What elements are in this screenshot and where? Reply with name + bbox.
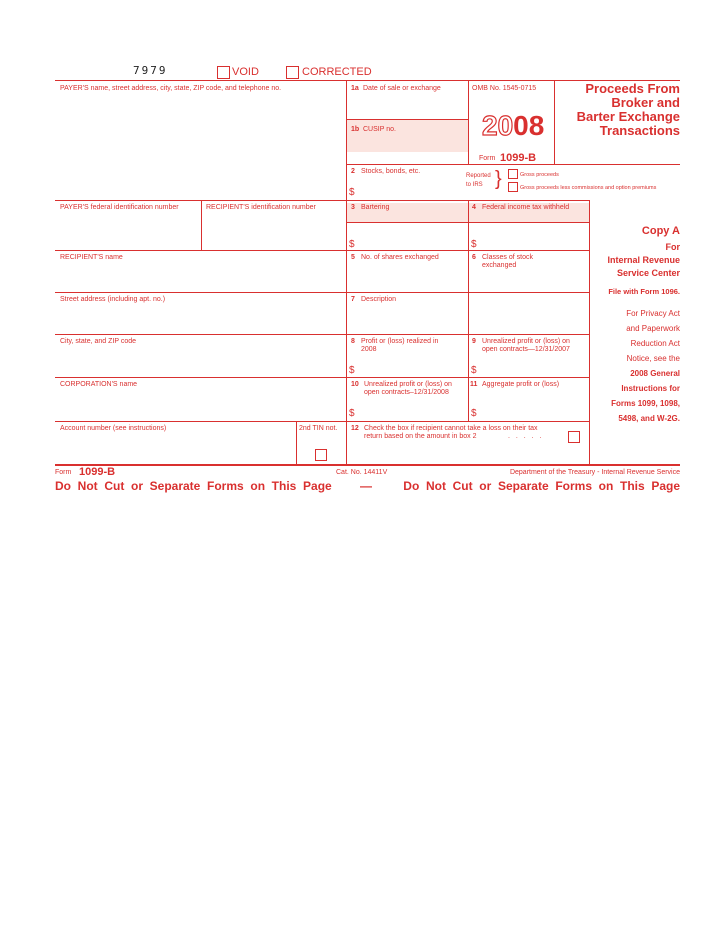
rule-v-omb [468, 80, 469, 164]
rule-1b [346, 164, 680, 165]
payer-name-label: PAYER'S name, street address, city, state, ZIP code, and telephone no. [60, 85, 282, 92]
gross-proceeds-checkbox[interactable] [508, 169, 518, 179]
box12-dots: . . . . . [508, 433, 544, 440]
box10-label-line1: Unrealized profit or (loss) on [364, 381, 452, 388]
recipient-id-label: RECIPIENT'S identification number [206, 204, 316, 211]
rule-v-year [554, 80, 555, 164]
void-label: VOID [232, 66, 259, 78]
box12-label-line1: Check the box if recipient cannot take a loss on their tax [364, 425, 538, 432]
box4-label: Federal income tax withheld [482, 204, 570, 211]
do-not-cut-right: Do Not Cut or Separate Forms on This Page [403, 479, 680, 493]
privacy-line1: For Privacy Act [626, 309, 680, 318]
box1b-number: 1b [351, 126, 360, 133]
rule-ids [55, 200, 589, 201]
form-word: Form [479, 155, 496, 162]
box11-label: Aggregate profit or (loss) [482, 381, 560, 388]
title-line3: Barter Exchange [576, 109, 680, 124]
account-number-label: Account number (see instructions) [60, 425, 167, 432]
rule-account [55, 421, 589, 422]
rule-corp [55, 377, 589, 378]
box1b-label: CUSIP no. [363, 126, 396, 133]
tax-year [482, 110, 544, 142]
box11-number: 11 [470, 381, 478, 388]
box12-number: 12 [351, 425, 359, 432]
instructions-line4: 5498, and W-2G. [618, 414, 680, 423]
void-checkbox[interactable] [217, 66, 230, 79]
privacy-line4: Notice, see the [626, 354, 680, 363]
file-with-1096: File with Form 1096. [608, 287, 680, 296]
reported-line2: to IRS [466, 182, 483, 188]
omb-number: OMB No. 1545-0715 [472, 85, 537, 92]
privacy-notice [611, 306, 680, 426]
rule-v-main [346, 80, 347, 464]
gross-net-label: Gross proceeds less commissions and option premiums [520, 185, 657, 191]
privacy-line2: and Paperwork [626, 324, 680, 333]
box9-number: 9 [472, 338, 476, 345]
box10-label-line2: open contracts–12/31/2008 [364, 389, 449, 396]
gross-net-checkbox[interactable] [508, 182, 518, 192]
box10-number: 10 [351, 381, 359, 388]
box2-label: Stocks, bonds, etc. [361, 168, 421, 175]
rule-1a [346, 119, 468, 120]
corrected-label: CORRECTED [302, 66, 372, 78]
gross-proceeds-label: Gross proceeds [520, 172, 559, 178]
reported-brace: } [495, 168, 502, 190]
box4-number: 4 [472, 204, 476, 211]
instructions-line2: Instructions for [621, 384, 680, 393]
rule-bottom [55, 464, 680, 466]
copy-irs-line2: Service Center [616, 268, 680, 278]
footer-form-word: Form [55, 469, 72, 476]
title-line1: Proceeds From [585, 81, 680, 96]
box8-currency: $ [349, 365, 355, 376]
rule-recipient [55, 250, 589, 251]
instructions-line1: 2008 General [630, 369, 680, 378]
copy-for: For [665, 242, 680, 252]
box8-label-line2: 2008 [361, 346, 377, 353]
box3-currency: $ [349, 239, 355, 250]
catalog-number: Cat. No. 14411V [336, 469, 388, 476]
box1a-number: 1a [351, 85, 359, 92]
box2-number: 2 [351, 168, 355, 175]
box5-number: 5 [351, 254, 355, 261]
box6-label-line2: exchanged [482, 262, 517, 269]
recipient-name-label: RECIPIENT'S name [60, 254, 123, 261]
rule-v-ids [201, 200, 202, 250]
tax-year-prefix: 20 [482, 110, 514, 141]
instructions-line3: Forms 1099, 1098, [611, 399, 680, 408]
street-label: Street address (including apt. no.) [60, 296, 166, 303]
box1b-shade [346, 119, 468, 152]
box12-label-line2: return based on the amount in box 2 [364, 433, 477, 440]
box10-currency: $ [349, 408, 355, 419]
corporation-name-label: CORPORATION'S name [60, 381, 138, 388]
title-line2: Broker and [611, 95, 680, 110]
tax-year-suffix: 08 [513, 110, 545, 141]
treasury-department: Department of the Treasury - Internal Revenue Service [509, 469, 680, 476]
footer-form-number: 1099-B [79, 466, 116, 478]
form-title [577, 82, 680, 138]
rule-city [55, 334, 589, 335]
box12-checkbox[interactable] [568, 431, 580, 443]
do-not-cut-left: Do Not Cut or Separate Forms on This Page [55, 479, 332, 493]
rule-v-copy [589, 200, 590, 464]
second-tin-checkbox[interactable] [315, 449, 327, 461]
box9-label-line1: Unrealized profit or (loss) on [482, 338, 570, 345]
privacy-line3: Reduction Act [630, 339, 680, 348]
city-label: City, state, and ZIP code [60, 338, 137, 345]
form-code: 7979 [133, 64, 168, 77]
box9-currency: $ [471, 365, 477, 376]
box11-currency: $ [471, 408, 477, 419]
box1a-label: Date of sale or exchange [363, 85, 441, 92]
corrected-checkbox[interactable] [286, 66, 299, 79]
box3-label: Bartering [361, 204, 390, 211]
rule-street [55, 292, 589, 293]
payer-fed-id-label: PAYER'S federal identification number [60, 204, 179, 211]
box5-label: No. of shares exchanged [361, 254, 439, 261]
box3-number: 3 [351, 204, 355, 211]
box7-label: Description [361, 296, 397, 303]
box6-label-line1: Classes of stock [482, 254, 533, 261]
do-not-cut-dash: — [360, 479, 372, 493]
box6-number: 6 [472, 254, 476, 261]
second-tin-label: 2nd TIN not. [299, 425, 338, 432]
rule-v-tin [296, 421, 297, 464]
box4-currency: $ [471, 239, 477, 250]
reported-line1: Reported [466, 173, 491, 179]
form-number: 1099-B [500, 152, 537, 164]
title-line4: Transactions [599, 123, 680, 138]
box9-label-line2: open contracts—12/31/2007 [482, 346, 570, 353]
box8-label-line1: Profit or (loss) realized in [361, 338, 439, 345]
box8-number: 8 [351, 338, 355, 345]
copy-irs-line1: Internal Revenue [607, 255, 680, 265]
copy-a-title: Copy A [641, 225, 680, 237]
rule-v-box4 [468, 200, 469, 421]
box2-currency: $ [349, 187, 355, 198]
box7-number: 7 [351, 296, 355, 303]
